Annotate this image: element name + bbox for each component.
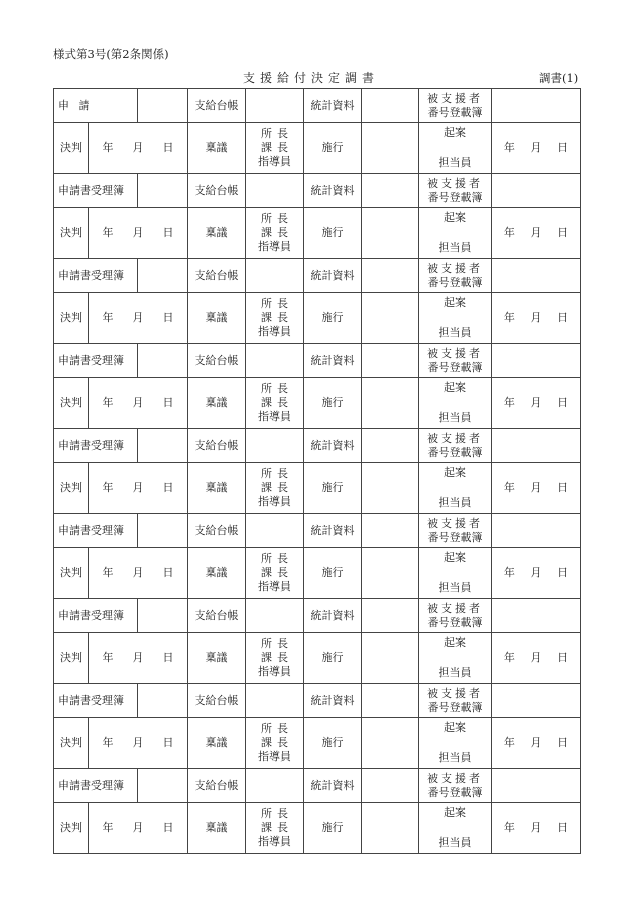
payment-ledger-label: 支給台帳	[188, 599, 246, 633]
proposal-label: 稟議	[188, 463, 246, 514]
draft-cell: 起案 担当員	[419, 208, 492, 259]
day-label: 日	[162, 141, 174, 155]
enforcement-label: 施行	[304, 123, 362, 174]
application-label: 申請書受理簿	[54, 344, 138, 378]
month-label: 月	[132, 226, 144, 240]
draft-date-cell[interactable]	[492, 803, 581, 854]
enforcement-label: 施行	[304, 208, 362, 259]
payment-ledger-entry-cell[interactable]	[246, 429, 304, 463]
statistics-entry-cell[interactable]	[362, 429, 419, 463]
month-label: 月	[530, 141, 542, 155]
decision-label: 決判	[54, 463, 89, 514]
decision-label: 決判	[54, 803, 89, 854]
recipient-register-entry-cell[interactable]	[492, 684, 581, 718]
approver-cell: 所 長 課 長 指導員	[246, 293, 304, 344]
register-row	[54, 514, 581, 548]
payment-ledger-entry-cell[interactable]	[246, 174, 304, 208]
day-label: 日	[557, 651, 569, 665]
register-row	[54, 429, 581, 463]
day-label: 日	[162, 566, 174, 580]
draft-date-cell[interactable]	[492, 208, 581, 259]
decision-row	[54, 208, 581, 259]
approver-cell: 所 長 課 長 指導員	[246, 378, 304, 429]
decision-date-cell[interactable]	[89, 378, 188, 429]
day-label: 日	[557, 311, 569, 325]
month-label: 月	[132, 481, 144, 495]
year-label: 年	[503, 311, 515, 325]
year-label: 年	[503, 651, 515, 665]
statistics-label: 統計資料	[304, 89, 362, 123]
register-row	[54, 599, 581, 633]
decision-date-cell[interactable]	[89, 463, 188, 514]
month-label: 月	[530, 736, 542, 750]
enforcement-label: 施行	[304, 548, 362, 599]
draft-cell: 起案 担当員	[419, 803, 492, 854]
year-label: 年	[102, 651, 114, 665]
draft-date-cell[interactable]	[492, 718, 581, 769]
enforcement-entry-cell[interactable]	[362, 633, 419, 684]
day-label: 日	[557, 821, 569, 835]
decision-date-cell[interactable]	[89, 548, 188, 599]
statistics-label: 統計資料	[304, 429, 362, 463]
statistics-label: 統計資料	[304, 514, 362, 548]
recipient-register-label: 被支援者 番号登載簿	[419, 769, 492, 803]
month-label: 月	[530, 566, 542, 580]
register-row	[54, 684, 581, 718]
day-label: 日	[557, 226, 569, 240]
enforcement-entry-cell[interactable]	[362, 123, 419, 174]
day-label: 日	[162, 736, 174, 750]
day-label: 日	[162, 651, 174, 665]
month-label: 月	[530, 481, 542, 495]
decision-label: 決判	[54, 718, 89, 769]
enforcement-entry-cell[interactable]	[362, 293, 419, 344]
payment-ledger-label: 支給台帳	[188, 684, 246, 718]
enforcement-label: 施行	[304, 378, 362, 429]
statistics-entry-cell[interactable]	[362, 174, 419, 208]
year-label: 年	[503, 481, 515, 495]
decision-row	[54, 548, 581, 599]
year-label: 年	[102, 141, 114, 155]
document-title: 支援給付決定調書	[243, 71, 380, 85]
year-label: 年	[102, 311, 114, 325]
recipient-register-label: 被支援者 番号登載簿	[419, 259, 492, 293]
form-reference: 様式第3号(第2条関係)	[53, 47, 169, 61]
approver-cell: 所 長 課 長 指導員	[246, 718, 304, 769]
enforcement-label: 施行	[304, 293, 362, 344]
month-label: 月	[530, 311, 542, 325]
day-label: 日	[162, 396, 174, 410]
application-entry-cell[interactable]	[138, 429, 188, 463]
recipient-register-entry-cell[interactable]	[492, 344, 581, 378]
statistics-label: 統計資料	[304, 174, 362, 208]
decision-date-cell[interactable]	[89, 633, 188, 684]
payment-ledger-label: 支給台帳	[188, 89, 246, 123]
approver-cell: 所 長 課 長 指導員	[246, 803, 304, 854]
decision-grid	[53, 88, 581, 854]
decision-label: 決判	[54, 208, 89, 259]
year-label: 年	[102, 821, 114, 835]
decision-date-cell[interactable]	[89, 123, 188, 174]
application-label: 申 請	[54, 89, 138, 123]
recipient-register-label: 被支援者 番号登載簿	[419, 429, 492, 463]
statistics-entry-cell[interactable]	[362, 259, 419, 293]
draft-cell: 起案 担当員	[419, 463, 492, 514]
year-label: 年	[102, 736, 114, 750]
statistics-label: 統計資料	[304, 259, 362, 293]
month-label: 月	[530, 396, 542, 410]
approver-cell: 所 長 課 長 指導員	[246, 548, 304, 599]
enforcement-label: 施行	[304, 803, 362, 854]
decision-date-cell[interactable]	[89, 208, 188, 259]
application-entry-cell[interactable]	[138, 684, 188, 718]
draft-cell: 起案 担当員	[419, 718, 492, 769]
enforcement-entry-cell[interactable]	[362, 208, 419, 259]
draft-cell: 起案 担当員	[419, 548, 492, 599]
enforcement-entry-cell[interactable]	[362, 803, 419, 854]
payment-ledger-label: 支給台帳	[188, 259, 246, 293]
year-label: 年	[102, 566, 114, 580]
payment-ledger-label: 支給台帳	[188, 344, 246, 378]
payment-ledger-entry-cell[interactable]	[246, 514, 304, 548]
recipient-register-entry-cell[interactable]	[492, 599, 581, 633]
proposal-label: 稟議	[188, 378, 246, 429]
approver-cell: 所 長 課 長 指導員	[246, 208, 304, 259]
application-label: 申請書受理簿	[54, 599, 138, 633]
statistics-entry-cell[interactable]	[362, 684, 419, 718]
payment-ledger-entry-cell[interactable]	[246, 89, 304, 123]
enforcement-entry-cell[interactable]	[362, 378, 419, 429]
day-label: 日	[162, 481, 174, 495]
application-entry-cell[interactable]	[138, 769, 188, 803]
year-label: 年	[503, 141, 515, 155]
month-label: 月	[132, 311, 144, 325]
proposal-label: 稟議	[188, 548, 246, 599]
statistics-entry-cell[interactable]	[362, 769, 419, 803]
recipient-register-entry-cell[interactable]	[492, 259, 581, 293]
enforcement-label: 施行	[304, 633, 362, 684]
year-label: 年	[102, 481, 114, 495]
payment-ledger-entry-cell[interactable]	[246, 684, 304, 718]
recipient-register-label: 被支援者 番号登載簿	[419, 344, 492, 378]
decision-row	[54, 803, 581, 854]
month-label: 月	[132, 141, 144, 155]
day-label: 日	[557, 736, 569, 750]
enforcement-label: 施行	[304, 718, 362, 769]
draft-date-cell[interactable]	[492, 548, 581, 599]
decision-label: 決判	[54, 293, 89, 344]
payment-ledger-entry-cell[interactable]	[246, 259, 304, 293]
application-label: 申請書受理簿	[54, 259, 138, 293]
draft-date-cell[interactable]	[492, 378, 581, 429]
payment-ledger-label: 支給台帳	[188, 174, 246, 208]
year-label: 年	[503, 226, 515, 240]
application-label: 申請書受理簿	[54, 514, 138, 548]
payment-ledger-entry-cell[interactable]	[246, 769, 304, 803]
payment-ledger-entry-cell[interactable]	[246, 599, 304, 633]
proposal-label: 稟議	[188, 633, 246, 684]
draft-cell: 起案 担当員	[419, 378, 492, 429]
day-label: 日	[557, 566, 569, 580]
recipient-register-entry-cell[interactable]	[492, 429, 581, 463]
application-label: 申請書受理簿	[54, 684, 138, 718]
proposal-label: 稟議	[188, 293, 246, 344]
recipient-register-entry-cell[interactable]	[492, 514, 581, 548]
draft-cell: 起案 担当員	[419, 123, 492, 174]
application-label: 申請書受理簿	[54, 769, 138, 803]
application-label: 申請書受理簿	[54, 429, 138, 463]
statistics-label: 統計資料	[304, 684, 362, 718]
recipient-register-label: 被支援者 番号登載簿	[419, 684, 492, 718]
decision-date-cell[interactable]	[89, 718, 188, 769]
decision-row	[54, 633, 581, 684]
month-label: 月	[132, 736, 144, 750]
approver-cell: 所 長 課 長 指導員	[246, 463, 304, 514]
draft-cell: 起案 担当員	[419, 293, 492, 344]
register-row	[54, 344, 581, 378]
day-label: 日	[162, 311, 174, 325]
recipient-register-entry-cell[interactable]	[492, 174, 581, 208]
register-row	[54, 89, 581, 123]
recipient-register-label: 被支援者 番号登載簿	[419, 174, 492, 208]
year-label: 年	[503, 821, 515, 835]
decision-label: 決判	[54, 633, 89, 684]
month-label: 月	[132, 566, 144, 580]
payment-ledger-label: 支給台帳	[188, 769, 246, 803]
approver-cell: 所 長 課 長 指導員	[246, 123, 304, 174]
statistics-entry-cell[interactable]	[362, 514, 419, 548]
application-entry-cell[interactable]	[138, 514, 188, 548]
register-row	[54, 174, 581, 208]
proposal-label: 稟議	[188, 803, 246, 854]
recipient-register-entry-cell[interactable]	[492, 769, 581, 803]
payment-ledger-entry-cell[interactable]	[246, 344, 304, 378]
application-entry-cell[interactable]	[138, 174, 188, 208]
draft-date-cell[interactable]	[492, 463, 581, 514]
statistics-label: 統計資料	[304, 769, 362, 803]
decision-row	[54, 718, 581, 769]
application-entry-cell[interactable]	[138, 259, 188, 293]
proposal-label: 稟議	[188, 208, 246, 259]
recipient-register-label: 被支援者 番号登載簿	[419, 89, 492, 123]
proposal-label: 稟議	[188, 123, 246, 174]
statistics-entry-cell[interactable]	[362, 599, 419, 633]
year-label: 年	[503, 396, 515, 410]
draft-date-cell[interactable]	[492, 633, 581, 684]
decision-row	[54, 463, 581, 514]
draft-date-cell[interactable]	[492, 293, 581, 344]
decision-date-cell[interactable]	[89, 803, 188, 854]
decision-row	[54, 293, 581, 344]
enforcement-entry-cell[interactable]	[362, 548, 419, 599]
document-tag: 調書(1)	[539, 71, 579, 85]
decision-date-cell[interactable]	[89, 293, 188, 344]
year-label: 年	[503, 736, 515, 750]
statistics-entry-cell[interactable]	[362, 344, 419, 378]
decision-label: 決判	[54, 123, 89, 174]
register-row	[54, 769, 581, 803]
approver-cell: 所 長 課 長 指導員	[246, 633, 304, 684]
month-label: 月	[530, 651, 542, 665]
application-entry-cell[interactable]	[138, 344, 188, 378]
decision-label: 決判	[54, 378, 89, 429]
year-label: 年	[102, 396, 114, 410]
enforcement-entry-cell[interactable]	[362, 463, 419, 514]
recipient-register-entry-cell[interactable]	[492, 89, 581, 123]
statistics-entry-cell[interactable]	[362, 89, 419, 123]
decision-row	[54, 378, 581, 429]
day-label: 日	[557, 396, 569, 410]
day-label: 日	[557, 141, 569, 155]
statistics-label: 統計資料	[304, 599, 362, 633]
payment-ledger-label: 支給台帳	[188, 429, 246, 463]
enforcement-entry-cell[interactable]	[362, 718, 419, 769]
decision-label: 決判	[54, 548, 89, 599]
enforcement-label: 施行	[304, 463, 362, 514]
month-label: 月	[132, 651, 144, 665]
month-label: 月	[530, 821, 542, 835]
proposal-label: 稟議	[188, 718, 246, 769]
payment-ledger-label: 支給台帳	[188, 514, 246, 548]
decision-row	[54, 123, 581, 174]
application-label: 申請書受理簿	[54, 174, 138, 208]
year-label: 年	[102, 226, 114, 240]
day-label: 日	[162, 226, 174, 240]
day-label: 日	[162, 821, 174, 835]
statistics-label: 統計資料	[304, 344, 362, 378]
month-label: 月	[132, 821, 144, 835]
recipient-register-label: 被支援者 番号登載簿	[419, 514, 492, 548]
month-label: 月	[132, 396, 144, 410]
register-row	[54, 259, 581, 293]
recipient-register-label: 被支援者 番号登載簿	[419, 599, 492, 633]
application-entry-cell[interactable]	[138, 89, 188, 123]
month-label: 月	[530, 226, 542, 240]
draft-date-cell[interactable]	[492, 123, 581, 174]
application-entry-cell[interactable]	[138, 599, 188, 633]
draft-cell: 起案 担当員	[419, 633, 492, 684]
day-label: 日	[557, 481, 569, 495]
year-label: 年	[503, 566, 515, 580]
